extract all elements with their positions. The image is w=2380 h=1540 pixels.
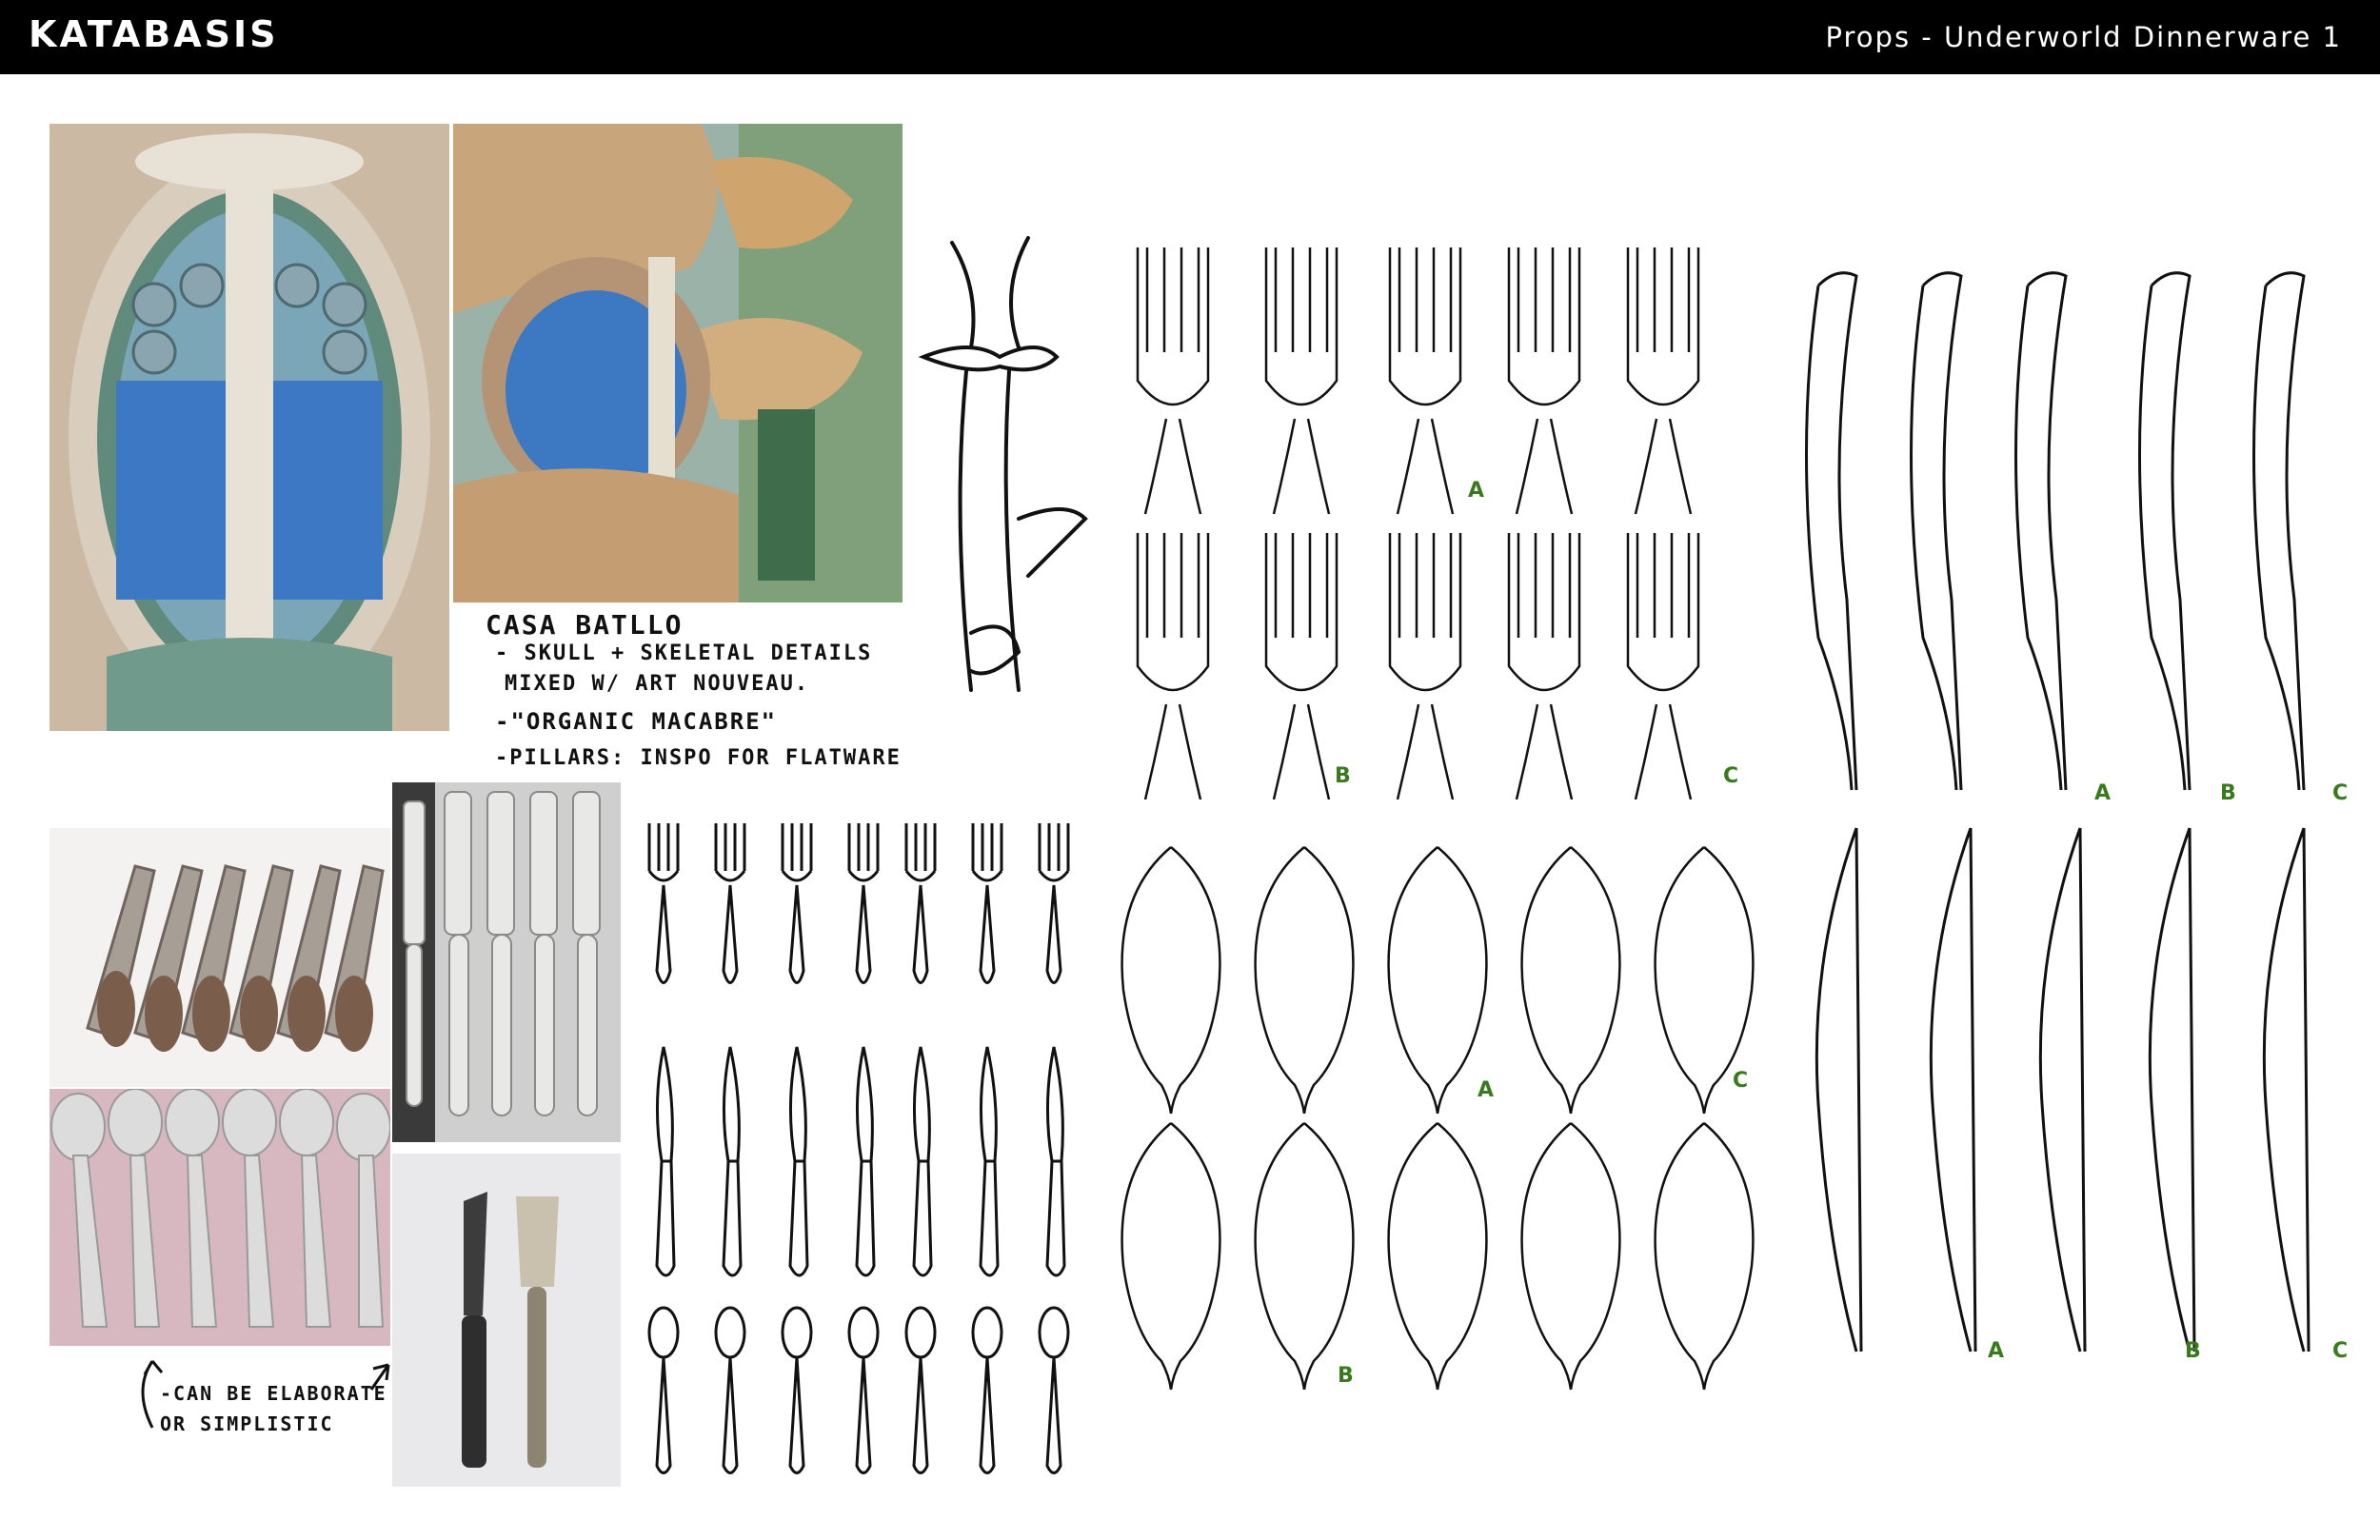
variant-label-c: C bbox=[1733, 1069, 1749, 1093]
reference-photo-batllo-facade bbox=[453, 124, 902, 602]
note-line: OR SIMPLISTIC bbox=[160, 1412, 334, 1435]
knife-designs-row1 bbox=[1780, 257, 2351, 809]
variant-label-c: C bbox=[2332, 1339, 2349, 1363]
variant-label-a: A bbox=[2094, 781, 2112, 805]
variant-label-b: B bbox=[1338, 1364, 1354, 1388]
reference-photo-spoons bbox=[50, 1089, 390, 1346]
reference-photo-knife-fork bbox=[392, 1154, 621, 1487]
note-line: CASA BATLLO bbox=[486, 609, 684, 641]
note-line: -CAN BE ELABORATE bbox=[160, 1382, 387, 1405]
variant-label-a: A bbox=[1988, 1339, 2005, 1363]
variant-label-b: B bbox=[2220, 781, 2236, 805]
brand-title: KATABASIS bbox=[29, 13, 279, 55]
flatware-notes bbox=[133, 1342, 400, 1456]
reference-photo-knives bbox=[50, 828, 390, 1087]
variant-label-c: C bbox=[2332, 781, 2349, 805]
knife-designs-row2 bbox=[1790, 819, 2361, 1371]
casa-batllo-notes bbox=[486, 609, 904, 780]
note-line: -PILLARS: INSPO FOR FLATWARE bbox=[495, 746, 902, 770]
note-line: -"ORGANIC MACABRE" bbox=[495, 708, 778, 735]
header-bar bbox=[0, 0, 2380, 74]
spoon-designs bbox=[1104, 828, 1790, 1399]
variant-label-b: B bbox=[1335, 764, 1351, 788]
variant-label-c: C bbox=[1723, 764, 1739, 788]
note-line: - SKULL + SKELETAL DETAILS bbox=[495, 642, 873, 665]
reference-photo-batllo-window bbox=[50, 124, 449, 731]
pillar-sketch bbox=[914, 233, 1095, 709]
ornate-sketches bbox=[638, 819, 1095, 1485]
variant-label-a: A bbox=[1478, 1078, 1495, 1102]
variant-label-a: A bbox=[1468, 479, 1485, 503]
note-line: MIXED W/ ART NOUVEAU. bbox=[505, 672, 810, 696]
variant-label-b: B bbox=[2185, 1339, 2201, 1363]
reference-photo-silver-knives bbox=[392, 782, 621, 1142]
fork-designs bbox=[1114, 228, 1761, 800]
sheet-title: Props - Underworld Dinnerware 1 bbox=[1825, 21, 2342, 53]
